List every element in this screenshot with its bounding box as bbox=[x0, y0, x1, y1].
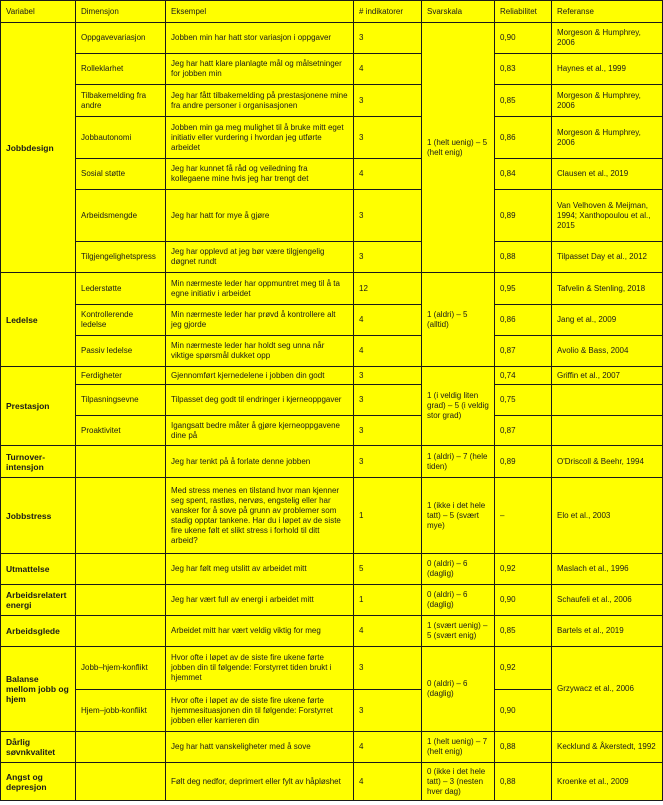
variable-cell: Arbeidsrelatert energi bbox=[1, 585, 76, 616]
table-row bbox=[1, 85, 663, 117]
reliability-cell: 0,86 bbox=[495, 117, 552, 159]
indicator-count-cell: 4 bbox=[354, 336, 422, 367]
scale-cell: 0 (aldri) – 6 (daglig) bbox=[422, 554, 495, 585]
reliability-cell: 0,90 bbox=[495, 585, 552, 616]
reliability-cell: 0,90 bbox=[495, 690, 552, 732]
dimension-cell bbox=[76, 763, 166, 801]
dimension-cell: Passiv ledelse bbox=[76, 336, 166, 367]
header-variabel: Variabel bbox=[1, 1, 76, 23]
reliability-cell: 0,84 bbox=[495, 159, 552, 190]
reference-cell: Tilpasset Day et al., 2012 bbox=[552, 242, 663, 273]
reference-cell: Tafvelin & Stenling, 2018 bbox=[552, 273, 663, 305]
indicator-count-cell: 4 bbox=[354, 732, 422, 763]
example-cell: Jobben min ga meg mulighet til å bruke mitt eget initiativ eller vurdering i hvordan jeg utførte arbeidet bbox=[166, 117, 354, 159]
reliability-cell: 0,88 bbox=[495, 732, 552, 763]
dimension-cell: Arbeidsmengde bbox=[76, 190, 166, 242]
reference-cell: Kroenke et al., 2009 bbox=[552, 763, 663, 801]
example-cell: Hvor ofte i løpet av de siste fire ukene førte jobben din til følgende: Forstyrret tiden brukt i hjemmet bbox=[166, 647, 354, 690]
reliability-cell: 0,83 bbox=[495, 54, 552, 85]
example-cell: Gjennomført kjernedelene i jobben din godt bbox=[166, 367, 354, 385]
reference-cell: Grzywacz et al., 2006 bbox=[552, 647, 663, 732]
reliability-cell: 0,87 bbox=[495, 336, 552, 367]
indicator-count-cell: 3 bbox=[354, 647, 422, 690]
dimension-cell: Tilpasningsevne bbox=[76, 385, 166, 416]
dimension-cell: Jobb–hjem-konflikt bbox=[76, 647, 166, 690]
reliability-cell: 0,89 bbox=[495, 446, 552, 478]
table-row bbox=[1, 273, 663, 305]
reference-cell: Bartels et al., 2019 bbox=[552, 616, 663, 647]
table-row bbox=[1, 554, 663, 585]
table-row bbox=[1, 446, 663, 478]
table-row bbox=[1, 367, 663, 385]
variable-cell: Utmattelse bbox=[1, 554, 76, 585]
example-cell: Min nærmeste leder har oppmuntret meg til å ta egne initiativ i arbeidet bbox=[166, 273, 354, 305]
variable-cell: Dårlig søvnkvalitet bbox=[1, 732, 76, 763]
header-eksempel: Eksempel bbox=[166, 1, 354, 23]
variable-cell: Balanse mellom jobb og hjem bbox=[1, 647, 76, 732]
example-cell: Jobben min har hatt stor variasjon i oppgaver bbox=[166, 23, 354, 54]
example-cell: Igangsatt bedre måter å gjøre kjerneoppgavene dine på bbox=[166, 416, 354, 446]
scale-cell: 1 (helt uenig) – 5 (helt enig) bbox=[422, 23, 495, 273]
header-indikatorer: # indikatorer bbox=[354, 1, 422, 23]
header-referanse: Referanse bbox=[552, 1, 663, 23]
example-cell: Jeg har hatt vanskeligheter med å sove bbox=[166, 732, 354, 763]
variable-cell: Arbeidsglede bbox=[1, 616, 76, 647]
dimension-cell bbox=[76, 554, 166, 585]
reference-cell: Avolio & Bass, 2004 bbox=[552, 336, 663, 367]
example-cell: Følt deg nedfor, deprimert eller fylt av håpløshet bbox=[166, 763, 354, 801]
scale-cell: 1 (ikke i det hele tatt) – 5 (svært mye) bbox=[422, 478, 495, 554]
dimension-cell bbox=[76, 478, 166, 554]
reliability-cell: 0,85 bbox=[495, 616, 552, 647]
table-row bbox=[1, 416, 663, 446]
scale-cell: 0 (ikke i det hele tatt) – 3 (nesten hver dag) bbox=[422, 763, 495, 801]
header-svarskala: Svarskala bbox=[422, 1, 495, 23]
example-cell: Jeg har tenkt på å forlate denne jobben bbox=[166, 446, 354, 478]
scale-cell: 1 (aldri) – 5 (alltid) bbox=[422, 273, 495, 367]
table-row bbox=[1, 190, 663, 242]
table-row bbox=[1, 732, 663, 763]
table-row bbox=[1, 305, 663, 336]
reliability-cell: – bbox=[495, 478, 552, 554]
indicator-count-cell: 4 bbox=[354, 159, 422, 190]
table-row bbox=[1, 54, 663, 85]
variable-cell: Angst og depresjon bbox=[1, 763, 76, 801]
reliability-cell: 0,75 bbox=[495, 385, 552, 416]
table-row bbox=[1, 385, 663, 416]
indicator-count-cell: 5 bbox=[354, 554, 422, 585]
reliability-cell: 0,92 bbox=[495, 554, 552, 585]
dimension-cell bbox=[76, 446, 166, 478]
reference-cell: Maslach et al., 1996 bbox=[552, 554, 663, 585]
table-row bbox=[1, 159, 663, 190]
reliability-cell: 0,88 bbox=[495, 242, 552, 273]
example-cell: Tilpasset deg godt til endringer i kjerneoppgaver bbox=[166, 385, 354, 416]
reliability-cell: 0,74 bbox=[495, 367, 552, 385]
scale-cell: 0 (aldri) – 6 (daglig) bbox=[422, 647, 495, 732]
reference-cell: Kecklund & Åkerstedt, 1992 bbox=[552, 732, 663, 763]
indicator-count-cell: 3 bbox=[354, 367, 422, 385]
example-cell: Jeg har hatt for mye å gjøre bbox=[166, 190, 354, 242]
table-row bbox=[1, 478, 663, 554]
variable-cell: Ledelse bbox=[1, 273, 76, 367]
indicator-count-cell: 3 bbox=[354, 117, 422, 159]
reference-cell: Van Velhoven & Meijman, 1994; Xanthopoulou et al., 2015 bbox=[552, 190, 663, 242]
indicator-count-cell: 3 bbox=[354, 242, 422, 273]
example-cell: Jeg har hatt klare planlagte mål og målsetninger for jobben min bbox=[166, 54, 354, 85]
reliability-cell: 0,95 bbox=[495, 273, 552, 305]
indicator-count-cell: 4 bbox=[354, 763, 422, 801]
reliability-cell: 0,89 bbox=[495, 190, 552, 242]
indicator-count-cell: 4 bbox=[354, 616, 422, 647]
reference-cell: Jang et al., 2009 bbox=[552, 305, 663, 336]
reference-cell bbox=[552, 385, 663, 416]
dimension-cell: Tilgjengelighetspress bbox=[76, 242, 166, 273]
reference-cell: O'Driscoll & Beehr, 1994 bbox=[552, 446, 663, 478]
reference-cell: Schaufeli et al., 2006 bbox=[552, 585, 663, 616]
indicator-count-cell: 3 bbox=[354, 190, 422, 242]
table-row bbox=[1, 763, 663, 801]
reliability-cell: 0,85 bbox=[495, 85, 552, 117]
reliability-cell: 0,86 bbox=[495, 305, 552, 336]
indicator-count-cell: 3 bbox=[354, 85, 422, 117]
table-row bbox=[1, 336, 663, 367]
example-cell: Min nærmeste leder har holdt seg unna når viktige spørsmål dukket opp bbox=[166, 336, 354, 367]
header-dimensjon: Dimensjon bbox=[76, 1, 166, 23]
example-cell: Arbeidet mitt har vært veldig viktig for meg bbox=[166, 616, 354, 647]
reliability-cell: 0,88 bbox=[495, 763, 552, 801]
scale-cell: 1 (helt uenig) – 7 (helt enig) bbox=[422, 732, 495, 763]
dimension-cell bbox=[76, 585, 166, 616]
example-cell: Hvor ofte i løpet av de siste fire ukene førte hjemmesituasjonen din til følgende: Forstyrret jobben eller karrieren din bbox=[166, 690, 354, 732]
example-cell: Jeg har følt meg utslitt av arbeidet mitt bbox=[166, 554, 354, 585]
table-row bbox=[1, 647, 663, 690]
table-row bbox=[1, 242, 663, 273]
variable-cell: Jobbstress bbox=[1, 478, 76, 554]
variable-cell: Turnover-intensjon bbox=[1, 446, 76, 478]
indicator-count-cell: 3 bbox=[354, 385, 422, 416]
reference-cell: Haynes et al., 1999 bbox=[552, 54, 663, 85]
table-row bbox=[1, 23, 663, 54]
reference-cell: Elo et al., 2003 bbox=[552, 478, 663, 554]
indicator-count-cell: 4 bbox=[354, 305, 422, 336]
dimension-cell: Sosial støtte bbox=[76, 159, 166, 190]
example-cell: Jeg har kunnet få råd og veiledning fra kollegaene mine hvis jeg har trengt det bbox=[166, 159, 354, 190]
indicator-count-cell: 3 bbox=[354, 23, 422, 54]
dimension-cell: Hjem–jobb-konflikt bbox=[76, 690, 166, 732]
dimension-cell bbox=[76, 732, 166, 763]
example-cell: Med stress menes en tilstand hvor man kjenner seg spent, rastløs, nervøs, engstelig eller har vansker for å sove på grunn av problemer som stadig opptar tankene. Har du i løpet av de siste fire ukene følt et slikt stress i forhold til ditt arbeid? bbox=[166, 478, 354, 554]
indicator-count-cell: 4 bbox=[354, 54, 422, 85]
reference-cell: Griffin et al., 2007 bbox=[552, 367, 663, 385]
indicator-count-cell: 1 bbox=[354, 478, 422, 554]
example-cell: Jeg har vært full av energi i arbeidet mitt bbox=[166, 585, 354, 616]
dimension-cell: Proaktivitet bbox=[76, 416, 166, 446]
table-header-row bbox=[1, 1, 663, 23]
reliability-cell: 0,87 bbox=[495, 416, 552, 446]
dimension-cell: Oppgavevariasjon bbox=[76, 23, 166, 54]
variable-cell: Prestasjon bbox=[1, 367, 76, 446]
indicator-count-cell: 1 bbox=[354, 585, 422, 616]
scale-cell: 1 (i veldig liten grad) – 5 (i veldig stor grad) bbox=[422, 367, 495, 446]
indicator-count-cell: 3 bbox=[354, 690, 422, 732]
dimension-cell: Kontrollerende ledelse bbox=[76, 305, 166, 336]
indicator-count-cell: 12 bbox=[354, 273, 422, 305]
dimension-cell bbox=[76, 616, 166, 647]
reference-cell bbox=[552, 416, 663, 446]
scale-cell: 1 (svært uenig) – 5 (svært enig) bbox=[422, 616, 495, 647]
reference-cell: Morgeson & Humphrey, 2006 bbox=[552, 23, 663, 54]
scale-cell: 1 (aldri) – 7 (hele tiden) bbox=[422, 446, 495, 478]
indicator-count-cell: 3 bbox=[354, 416, 422, 446]
dimension-cell: Rolleklarhet bbox=[76, 54, 166, 85]
example-cell: Jeg har opplevd at jeg bør være tilgjengelig døgnet rundt bbox=[166, 242, 354, 273]
table-row bbox=[1, 117, 663, 159]
dimension-cell: Lederstøtte bbox=[76, 273, 166, 305]
table-row bbox=[1, 616, 663, 647]
reliability-cell: 0,92 bbox=[495, 647, 552, 690]
scale-cell: 0 (aldri) – 6 (daglig) bbox=[422, 585, 495, 616]
example-cell: Jeg har fått tilbakemelding på prestasjonene mine fra andre personer i organisasjonen bbox=[166, 85, 354, 117]
header-reliabilitet: Reliabilitet bbox=[495, 1, 552, 23]
dimension-cell: Jobbautonomi bbox=[76, 117, 166, 159]
example-cell: Min nærmeste leder har prøvd å kontrollere alt jeg gjorde bbox=[166, 305, 354, 336]
reference-cell: Morgeson & Humphrey, 2006 bbox=[552, 85, 663, 117]
dimension-cell: Tilbakemelding fra andre bbox=[76, 85, 166, 117]
table-row bbox=[1, 585, 663, 616]
indicator-count-cell: 3 bbox=[354, 446, 422, 478]
reference-cell: Morgeson & Humphrey, 2006 bbox=[552, 117, 663, 159]
variable-cell: Jobbdesign bbox=[1, 23, 76, 273]
reliability-cell: 0,90 bbox=[495, 23, 552, 54]
dimension-cell: Ferdigheter bbox=[76, 367, 166, 385]
reference-cell: Clausen et al., 2019 bbox=[552, 159, 663, 190]
